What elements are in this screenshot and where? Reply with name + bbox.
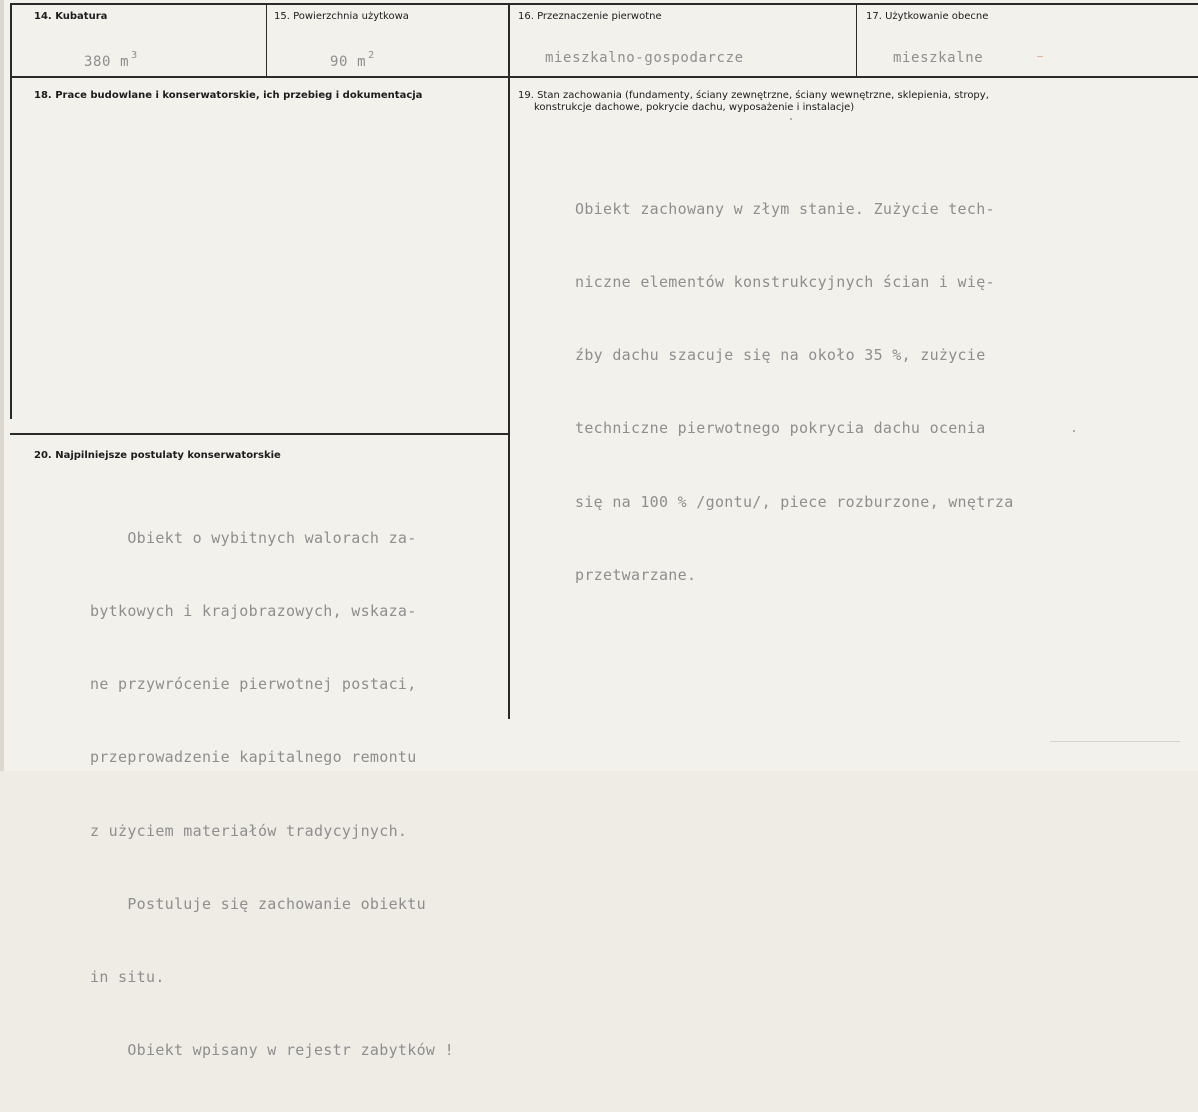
field-15-number: 90 m bbox=[330, 54, 367, 70]
field-20-line: Postuluje się zachowanie obiektu bbox=[90, 894, 426, 913]
field-14-unit-exponent: 3 bbox=[131, 50, 138, 61]
row1-bottom-rule bbox=[10, 76, 1198, 78]
field-16-label: 16. Przeznaczenie pierwotne bbox=[518, 11, 662, 22]
field-17-value: mieszkalne bbox=[893, 50, 984, 66]
top-border bbox=[10, 3, 1198, 5]
field-19-line: niczne elementów konstrukcyjnych ścian i wię- bbox=[575, 273, 995, 292]
field-20-line: Obiekt o wybitnych walorach za- bbox=[90, 528, 417, 547]
page-edge bbox=[0, 0, 4, 771]
field-19-line: techniczne pierwotnego pokrycia dachu ocenia bbox=[575, 419, 986, 438]
field-19-line: przetwarzane. bbox=[575, 565, 697, 584]
field-20-label: 20. Najpilniejsze postulaty konserwatorskie bbox=[34, 450, 281, 461]
field-18-label: 18. Prace budowlane i konserwatorskie, ich przebieg i dokumentacja bbox=[34, 90, 423, 101]
paper-speck bbox=[1073, 430, 1075, 432]
section18-bottom-rule bbox=[10, 433, 508, 435]
field-19-line: źby dachu szacuje się na około 35 %, zużycie bbox=[575, 346, 986, 365]
field-16-value: mieszkalno-gospodarcze bbox=[545, 50, 744, 66]
field-15-unit-exponent: 2 bbox=[368, 50, 375, 61]
field-20-line: in situ. bbox=[90, 968, 165, 987]
field-17-label: 17. Użytkowanie obecne bbox=[866, 11, 989, 22]
ink-mark bbox=[1037, 56, 1043, 57]
field-14-number: 380 m bbox=[84, 54, 130, 70]
field-19-line: się na 100 % /gontu/, piece rozburzone, wnętrza bbox=[575, 492, 1014, 511]
field-19-label-line-2: konstrukcje dachowe, pokrycie dachu, wyposażenie i instalacje) bbox=[534, 102, 855, 113]
left-border bbox=[10, 3, 12, 419]
col-divider-1 bbox=[266, 3, 267, 77]
field-20-line: z użyciem materiałów tradycyjnych. bbox=[90, 821, 408, 840]
field-20-text bbox=[90, 477, 454, 1112]
field-19-label-line-1: 19. Stan zachowania (fundamenty, ściany zewnętrzne, ściany wewnętrzne, sklepienia, stropy, bbox=[518, 90, 989, 101]
field-19-line: Obiekt zachowany w złym stanie. Zużycie tech- bbox=[575, 199, 995, 218]
field-20-line: Obiekt wpisany w rejestr zabytków ! bbox=[90, 1041, 454, 1060]
col-divider-2 bbox=[508, 3, 510, 719]
field-15-value bbox=[330, 44, 375, 74]
paper-speck bbox=[790, 118, 792, 120]
field-15-label: 15. Powierzchnia użytkowa bbox=[274, 11, 409, 22]
col-divider-3 bbox=[856, 3, 857, 77]
field-20-line: bytkowych i krajobrazowych, wskaza- bbox=[90, 602, 417, 621]
field-19-text bbox=[575, 148, 1014, 636]
faint-bottom-mark bbox=[1050, 741, 1180, 742]
field-14-value bbox=[84, 44, 138, 74]
field-14-label: 14. Kubatura bbox=[34, 11, 108, 22]
field-20-line: ne przywrócenie pierwotnej postaci, bbox=[90, 675, 417, 694]
field-20-line: przeprowadzenie kapitalnego remontu bbox=[90, 748, 417, 767]
